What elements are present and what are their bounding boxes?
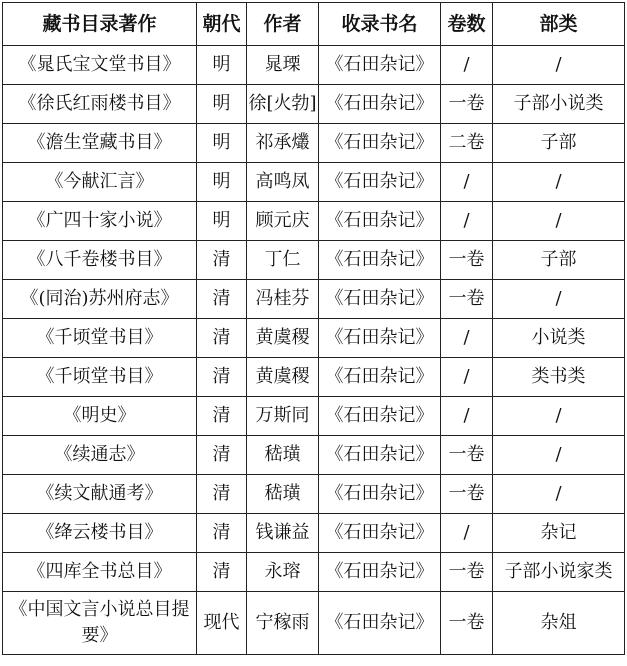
cell-volumes: / (441, 397, 493, 436)
table-row (3, 202, 625, 241)
table-body (3, 46, 625, 655)
cell-author: 永瑢 (247, 553, 319, 592)
header-book-title: 收录书名 (319, 3, 441, 46)
cell-book-title: 《石田杂记》 (319, 553, 441, 592)
cell-book-title: 《石田杂记》 (319, 592, 441, 655)
cell-category: 杂俎 (493, 592, 625, 655)
header-row (3, 3, 625, 46)
cell-category: / (493, 397, 625, 436)
cell-category: / (493, 280, 625, 319)
cell-catalog-work: 《四库全书总目》 (3, 553, 197, 592)
cell-volumes: / (441, 46, 493, 85)
cell-volumes: / (441, 202, 493, 241)
cell-author: 嵇璜 (247, 436, 319, 475)
cell-category: 类书类 (493, 358, 625, 397)
table-row (3, 592, 625, 655)
cell-book-title: 《石田杂记》 (319, 319, 441, 358)
cell-dynasty: 清 (197, 358, 247, 397)
cell-catalog-work: 《千顷堂书目》 (3, 319, 197, 358)
cell-author: 丁仁 (247, 241, 319, 280)
cell-dynasty: 明 (197, 124, 247, 163)
cell-book-title: 《石田杂记》 (319, 397, 441, 436)
cell-dynasty: 明 (197, 202, 247, 241)
cell-book-title: 《石田杂记》 (319, 46, 441, 85)
cell-volumes: / (441, 358, 493, 397)
cell-author: 晁瑮 (247, 46, 319, 85)
cell-volumes: 一卷 (441, 85, 493, 124)
cell-category: 小说类 (493, 319, 625, 358)
cell-dynasty: 现代 (197, 592, 247, 655)
table-row (3, 241, 625, 280)
cell-author: 万斯同 (247, 397, 319, 436)
cell-catalog-work: 《续文献通考》 (3, 475, 197, 514)
cell-catalog-work: 《广四十家小说》 (3, 202, 197, 241)
table-row (3, 85, 625, 124)
cell-volumes: / (441, 514, 493, 553)
cell-dynasty: 清 (197, 475, 247, 514)
cell-dynasty: 清 (197, 436, 247, 475)
cell-author: 钱谦益 (247, 514, 319, 553)
cell-dynasty: 清 (197, 397, 247, 436)
cell-catalog-work: 《明史》 (3, 397, 197, 436)
table-row (3, 163, 625, 202)
table-row (3, 124, 625, 163)
cell-book-title: 《石田杂记》 (319, 202, 441, 241)
cell-catalog-work: 《中国文言小说总目提要》 (3, 592, 197, 655)
cell-catalog-work: 《澹生堂藏书目》 (3, 124, 197, 163)
header-author: 作者 (247, 3, 319, 46)
cell-dynasty: 明 (197, 85, 247, 124)
cell-catalog-work: 《晁氏宝文堂书目》 (3, 46, 197, 85)
cell-author: 宁稼雨 (247, 592, 319, 655)
cell-category: / (493, 202, 625, 241)
cell-volumes: 一卷 (441, 475, 493, 514)
cell-category: / (493, 163, 625, 202)
cell-volumes: 一卷 (441, 553, 493, 592)
table-row (3, 436, 625, 475)
cell-catalog-work: 《绛云楼书目》 (3, 514, 197, 553)
catalog-table (2, 2, 625, 655)
cell-catalog-work: 《(同治)苏州府志》 (3, 280, 197, 319)
cell-book-title: 《石田杂记》 (319, 514, 441, 553)
cell-category: 杂记 (493, 514, 625, 553)
cell-book-title: 《石田杂记》 (319, 241, 441, 280)
table-row (3, 514, 625, 553)
table-row (3, 46, 625, 85)
cell-catalog-work: 《今献汇言》 (3, 163, 197, 202)
cell-book-title: 《石田杂记》 (319, 163, 441, 202)
cell-volumes: 一卷 (441, 241, 493, 280)
table-row (3, 358, 625, 397)
cell-catalog-work: 《千顷堂书目》 (3, 358, 197, 397)
cell-volumes: / (441, 319, 493, 358)
cell-author: 嵇璜 (247, 475, 319, 514)
header-volumes: 卷数 (441, 3, 493, 46)
cell-author: 祁承爜 (247, 124, 319, 163)
cell-volumes: 一卷 (441, 436, 493, 475)
table-row (3, 553, 625, 592)
cell-dynasty: 明 (197, 46, 247, 85)
cell-volumes: 二卷 (441, 124, 493, 163)
cell-book-title: 《石田杂记》 (319, 358, 441, 397)
cell-dynasty: 清 (197, 241, 247, 280)
cell-catalog-work: 《八千卷楼书目》 (3, 241, 197, 280)
header-category: 部类 (493, 3, 625, 46)
cell-volumes: / (441, 163, 493, 202)
cell-book-title: 《石田杂记》 (319, 436, 441, 475)
cell-author: 黄虞稷 (247, 319, 319, 358)
cell-dynasty: 明 (197, 163, 247, 202)
table-row (3, 475, 625, 514)
cell-author: 徐[火勃] (247, 85, 319, 124)
cell-category: / (493, 475, 625, 514)
table-row (3, 280, 625, 319)
cell-author: 高鸣凤 (247, 163, 319, 202)
cell-book-title: 《石田杂记》 (319, 475, 441, 514)
header-dynasty: 朝代 (197, 3, 247, 46)
cell-category: 子部 (493, 124, 625, 163)
cell-book-title: 《石田杂记》 (319, 280, 441, 319)
cell-dynasty: 清 (197, 514, 247, 553)
cell-dynasty: 清 (197, 319, 247, 358)
cell-category: / (493, 46, 625, 85)
cell-book-title: 《石田杂记》 (319, 85, 441, 124)
table-row (3, 397, 625, 436)
cell-catalog-work: 《续通志》 (3, 436, 197, 475)
cell-author: 黄虞稷 (247, 358, 319, 397)
cell-catalog-work: 《徐氏红雨楼书目》 (3, 85, 197, 124)
cell-category: 子部小说类 (493, 85, 625, 124)
header-catalog-work: 藏书目录著作 (3, 3, 197, 46)
cell-author: 冯桂芬 (247, 280, 319, 319)
cell-category: / (493, 436, 625, 475)
cell-author: 顾元庆 (247, 202, 319, 241)
cell-category: 子部 (493, 241, 625, 280)
cell-dynasty: 清 (197, 280, 247, 319)
table-row (3, 319, 625, 358)
cell-category: 子部小说家类 (493, 553, 625, 592)
cell-volumes: 一卷 (441, 280, 493, 319)
cell-dynasty: 清 (197, 553, 247, 592)
cell-volumes: 一卷 (441, 592, 493, 655)
cell-book-title: 《石田杂记》 (319, 124, 441, 163)
